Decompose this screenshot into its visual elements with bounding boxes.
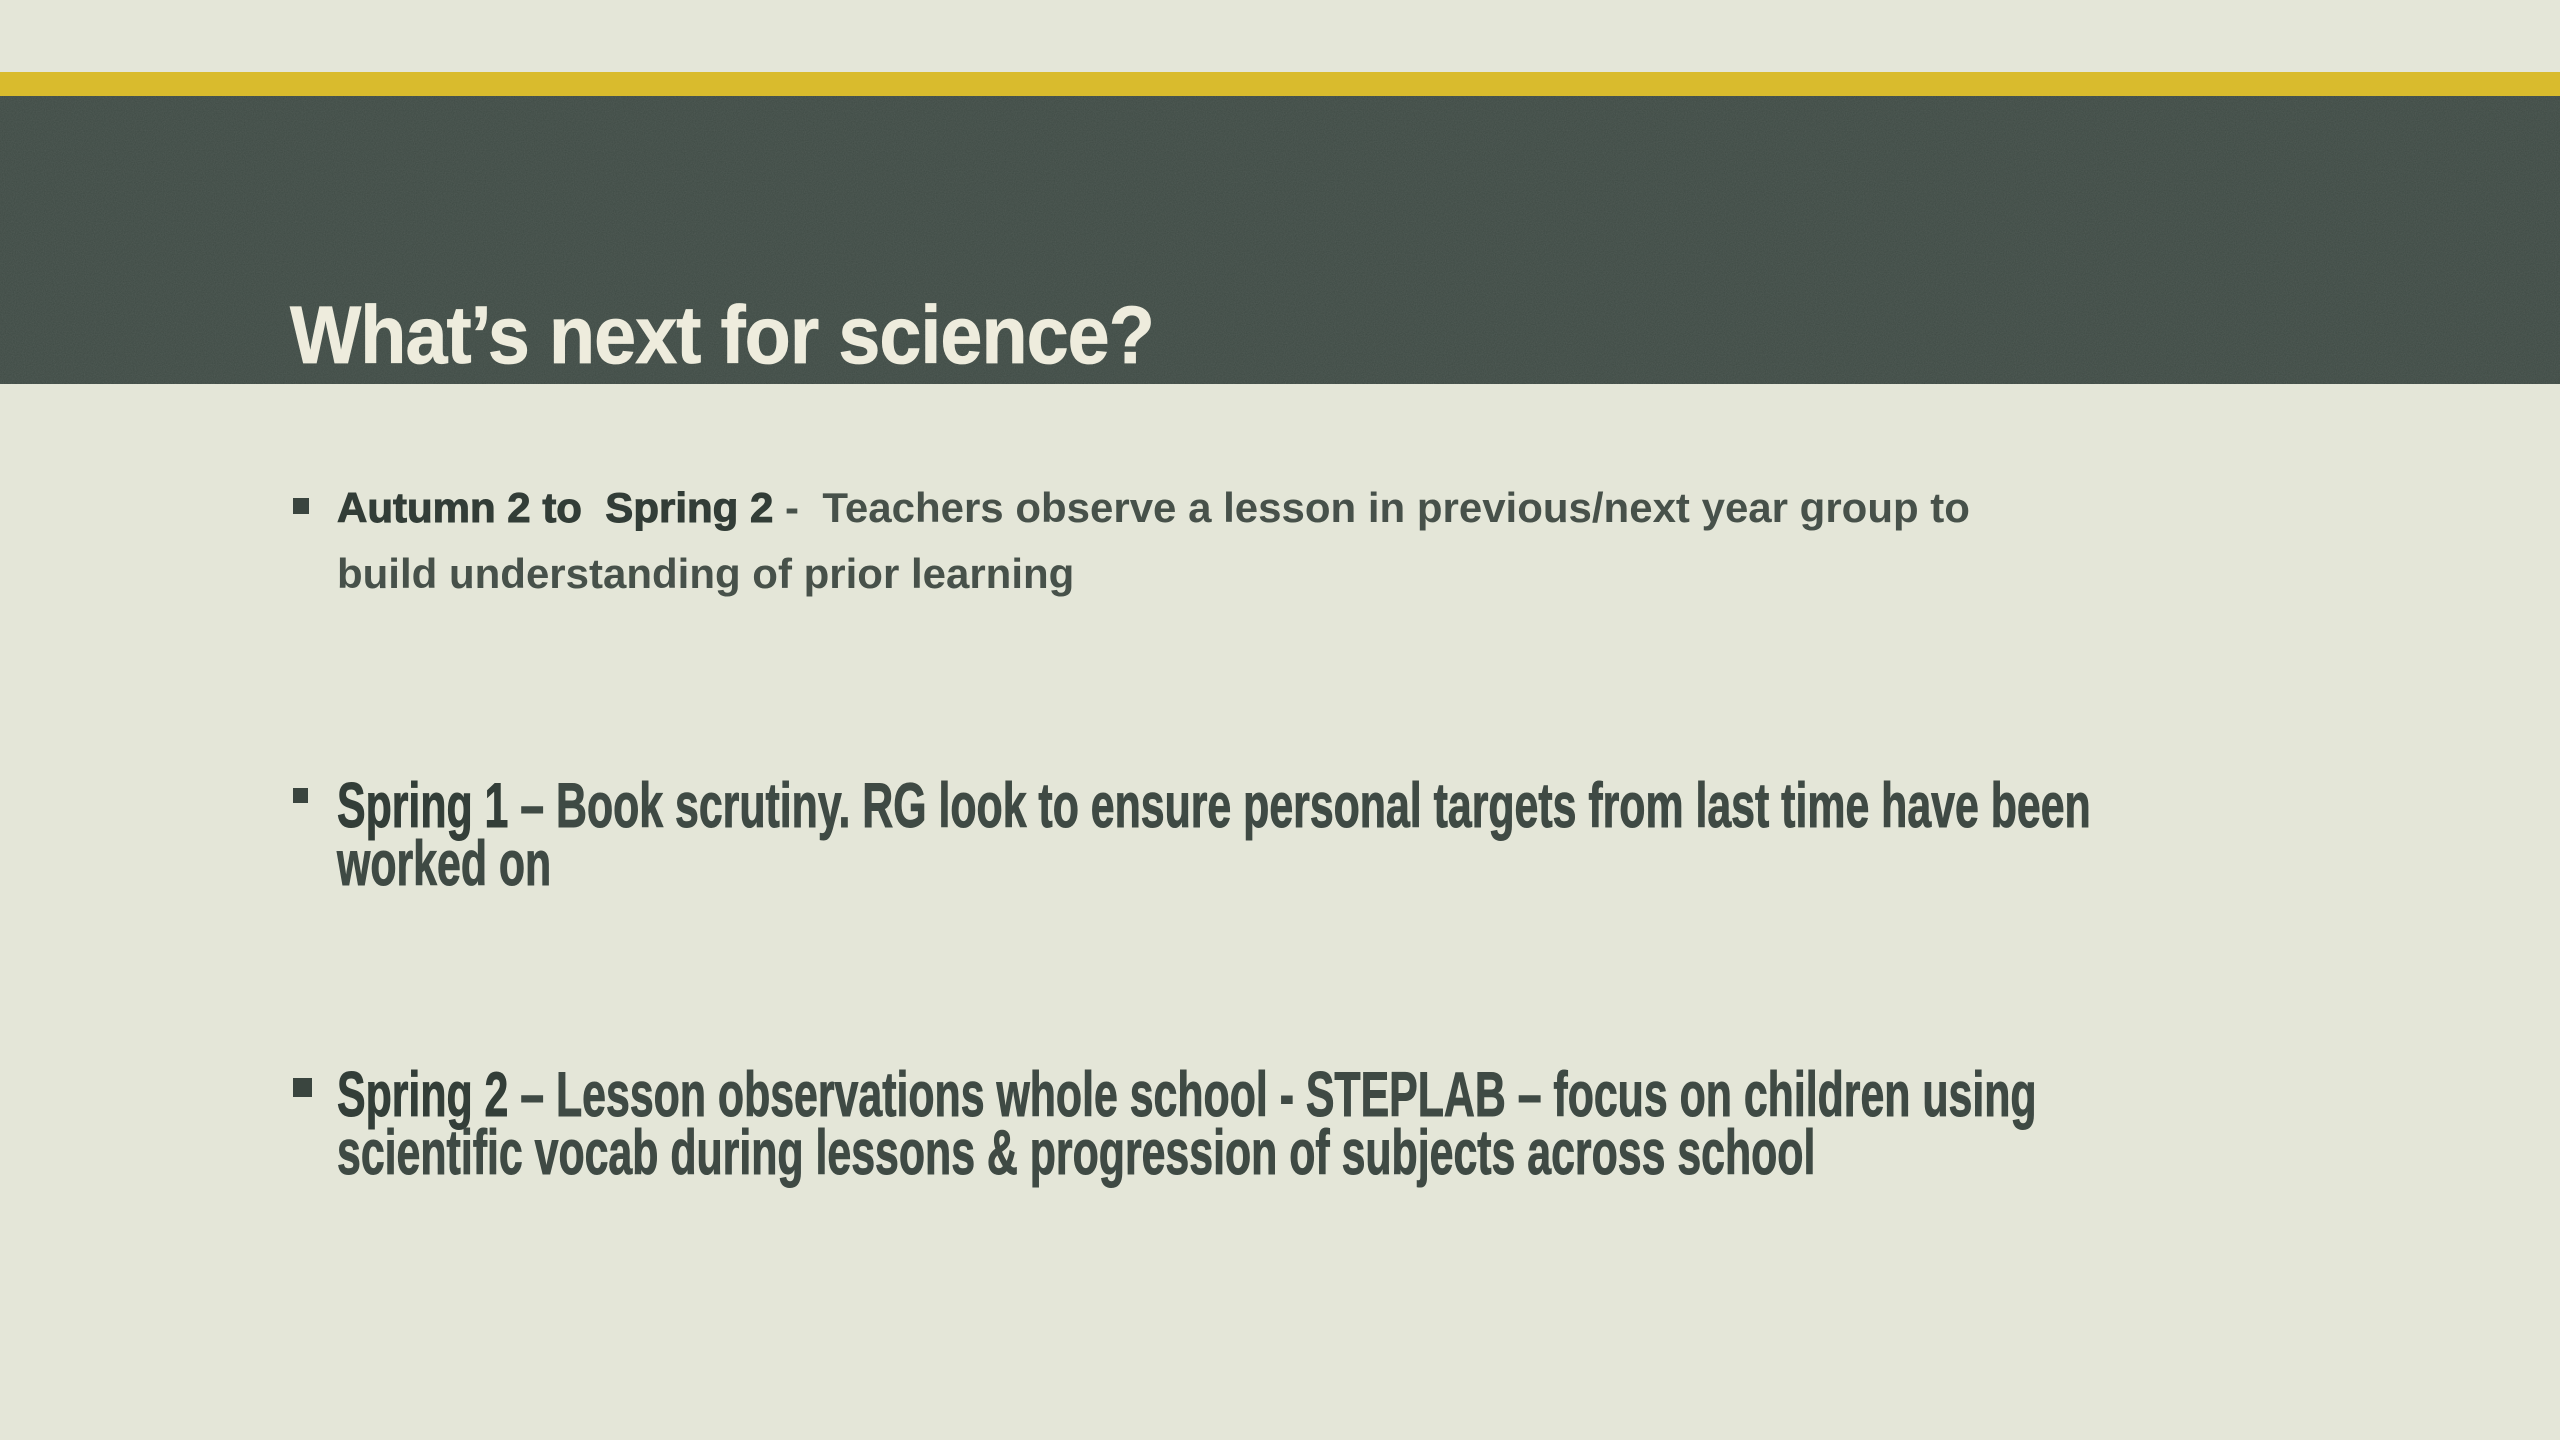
bullet-item-spring1 [337, 771, 2560, 899]
bullet-line [337, 829, 2091, 899]
bullet-line [337, 475, 1970, 541]
bullet-square-icon [293, 1078, 312, 1097]
bullet-line [337, 1060, 2037, 1130]
bullet-separator: – [508, 1060, 557, 1130]
bullet-body-line1: Teachers observe a lesson in previous/next year group to [822, 484, 1970, 531]
bullet-item-spring2 [337, 1060, 2560, 1188]
bullet-item-autumn2-spring2 [337, 475, 1970, 607]
bullet-body-line1: Lesson observations whole school - STEPLAB – focus on children using [556, 1060, 2037, 1130]
bullet-line [337, 771, 2091, 841]
bullet-separator: - [773, 484, 823, 531]
bullet-body-line1: Book scrutiny. RG look to ensure personal targets from last time have been [556, 771, 2091, 841]
bullet-lead: Spring 1 [337, 771, 509, 841]
accent-stripe [0, 72, 2560, 96]
slide-header-band [0, 96, 2560, 384]
bullet-line [337, 541, 1970, 607]
bullet-square-icon [293, 498, 309, 514]
bullet-lead: Spring 2 [337, 1060, 509, 1130]
slide-title: What’s next for science? [290, 290, 1154, 381]
bullet-lead: Autumn 2 to Spring 2 [337, 484, 774, 531]
bullet-separator: – [508, 771, 557, 841]
bullet-square-icon [293, 788, 308, 803]
bullet-line [337, 1118, 2037, 1188]
bullet-body-line2: worked on [337, 829, 552, 899]
bullet-body-line2: scientific vocab during lessons & progression of subjects across school [337, 1118, 1816, 1188]
bullet-body-line2: build understanding of prior learning [337, 550, 1075, 597]
